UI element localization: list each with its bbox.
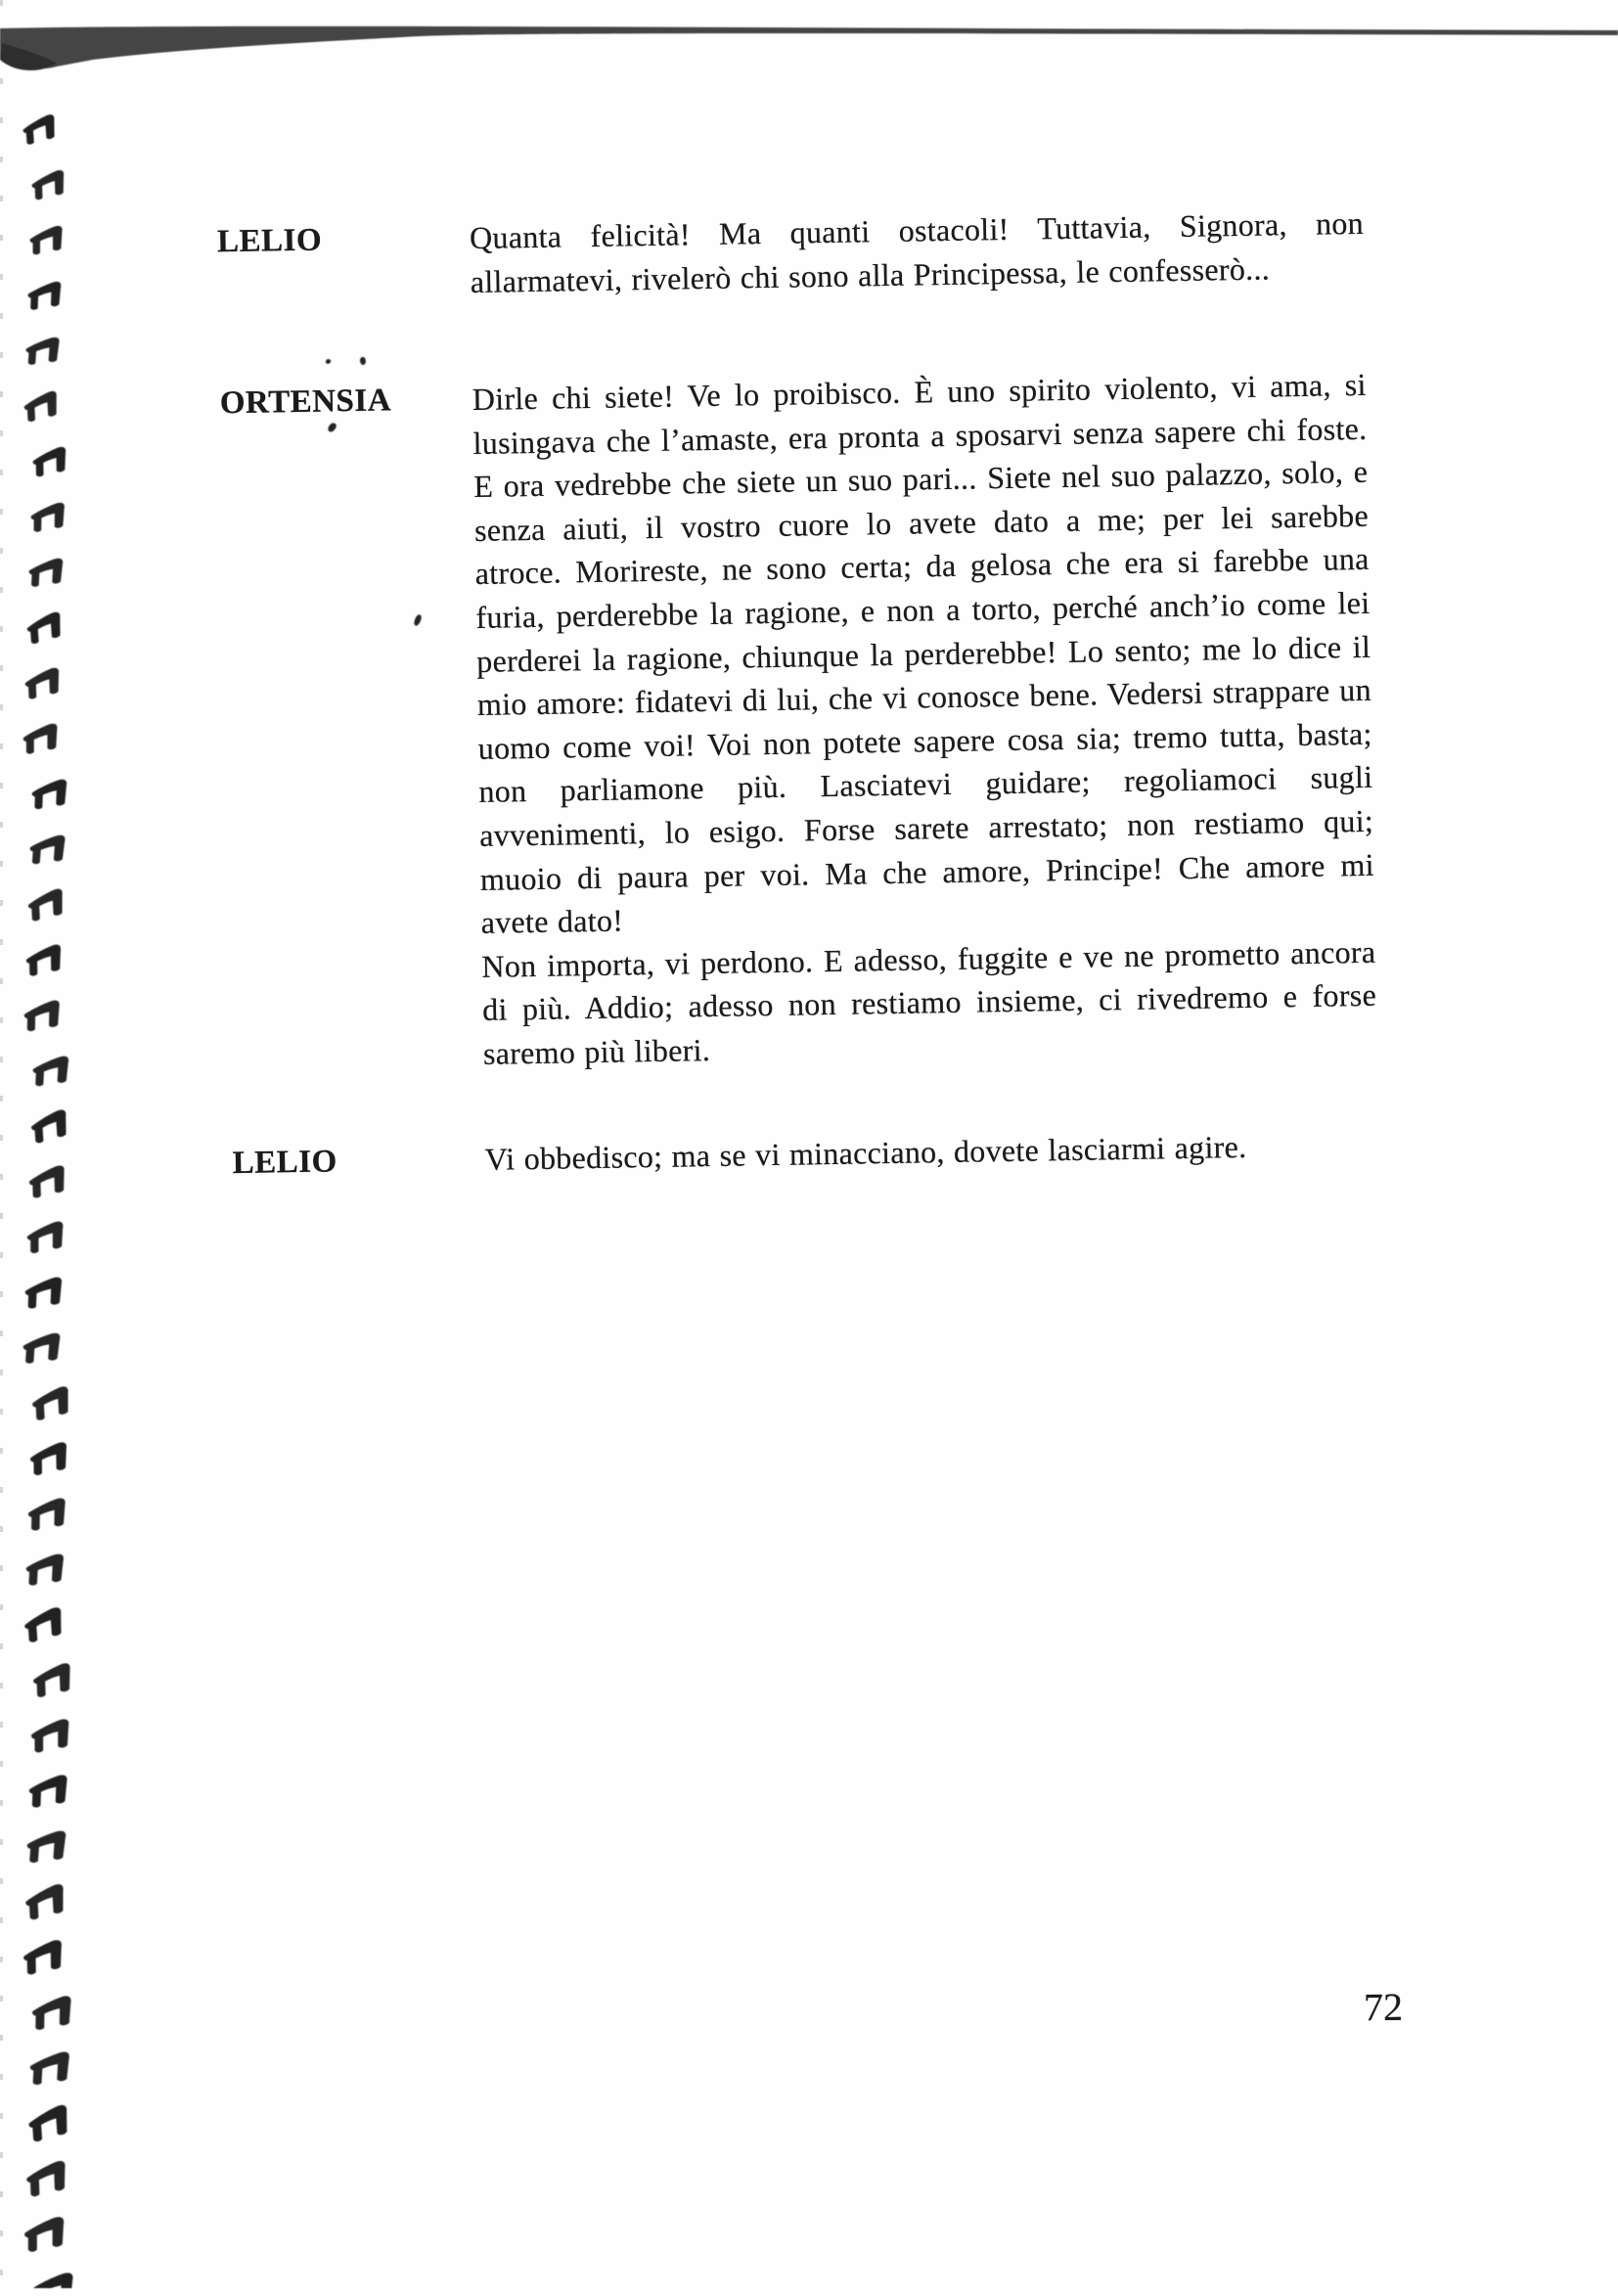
dialogue-line: perderei la ragione, chiunque la perderebbe! Lo sento; me lo dice il xyxy=(475,628,1371,679)
dialogue-line: non parliamone più. Lasciatevi guidare; regoliamoci sugli xyxy=(478,759,1373,810)
dialogue-line: di più. Addio; adesso non restiamo insieme, ci rivedremo e forse xyxy=(481,977,1377,1028)
speech-block xyxy=(224,1123,1379,1186)
dialogue-line: avvenimenti, lo esigo. Forse sarete arrestato; non restiamo qui; xyxy=(478,802,1374,853)
dialogue xyxy=(472,363,1377,1076)
dialogue-line: uomo come voi! Voi non potete sapere cosa sia; tremo tutta, basta; xyxy=(477,715,1372,766)
dialogue-line: furia, perderebbe la ragione, e non a torto, perché anch’io come lei xyxy=(475,584,1371,635)
dialogue-line: E ora vedrebbe che siete un suo pari... Siete nel suo palazzo, solo, e xyxy=(472,454,1369,505)
dialogue-line: senza aiuti, il vostro cuore lo avete dato a me; per lei sarebbe xyxy=(473,497,1370,548)
page-number: 72 xyxy=(1363,1984,1404,2030)
speaker-label: LELIO xyxy=(232,1144,338,1182)
speech-block xyxy=(211,363,1377,1080)
dialogue-line: muoio di paura per voi. Ma che amore, Principe! Che amore mi xyxy=(479,846,1375,897)
dialogue-line: saremo più liberi. xyxy=(482,1031,711,1071)
dialogue-line: Non importa, vi perdono. E adesso, fuggite e ve ne prometto ancora xyxy=(481,933,1376,984)
dialogue-line: avete dato! xyxy=(480,902,624,941)
dialogue-line: atroce. Morireste, ne sono certa; da gelosa che era si farebbe una xyxy=(474,541,1370,592)
dialogue-line: lusingava che l’amaste, era pronta a sposarvi senza sapere chi foste. xyxy=(472,410,1368,461)
dialogue-line: allarmatevi, rivelerò chi sono alla Principessa, le confesserò... xyxy=(470,250,1271,299)
speaker-label: LELIO xyxy=(216,222,323,260)
speech-block xyxy=(209,202,1365,308)
dialogue-line: Dirle chi siete! Ve lo proibisco. È uno spirito violento, vi ama, si xyxy=(472,366,1367,417)
dialogue-line: Quanta felicità! Ma quanti ostacoli! Tuttavia, Signora, non xyxy=(469,204,1365,256)
speaker-label: ORTENSIA xyxy=(219,383,392,422)
dialogue xyxy=(470,202,1365,303)
dialogue-line: mio amore: fidatevi di lui, che vi conosce bene. Vedersi strappare un xyxy=(476,671,1372,723)
dialogue xyxy=(484,1123,1379,1182)
dialogue-line: Vi obbedisco; ma se vi minacciano, dovete lasciarmi agire. xyxy=(484,1128,1247,1177)
